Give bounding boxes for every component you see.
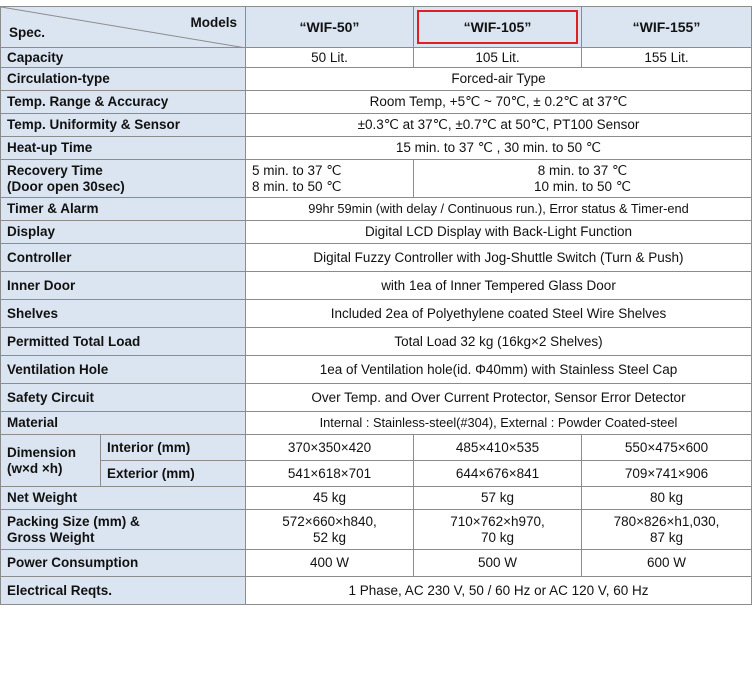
row-dimension-interior — [1, 435, 752, 461]
row-temp-range — [1, 91, 752, 114]
row-dimension-exterior — [1, 461, 752, 487]
value-packing-105-weight: 70 kg — [480, 529, 515, 545]
value-packing-155 — [582, 510, 752, 550]
value-recovery-50-line2: 8 min. to 50 ℃ — [252, 178, 342, 194]
value-recovery-105-155 — [414, 160, 752, 198]
model-header-wif-105 — [414, 7, 582, 48]
value-timer: 99hr 59min (with delay / Continuous run.), Error status & Timer-end — [246, 198, 752, 221]
row-timer — [1, 198, 752, 221]
model-header-wif-105-text: “WIF-105” — [463, 19, 532, 35]
label-packing — [1, 510, 246, 550]
value-display: Digital LCD Display with Back-Light Function — [246, 221, 752, 244]
value-interior-105: 485×410×535 — [414, 435, 582, 461]
models-header-label: Models — [190, 15, 237, 30]
label-safety: Safety Circuit — [1, 384, 246, 412]
header-corner-cell — [1, 7, 246, 48]
label-recovery-line2: (Door open 30sec) — [7, 178, 125, 194]
value-recovery-50 — [246, 160, 414, 198]
row-heatup — [1, 137, 752, 160]
row-shelves — [1, 300, 752, 328]
model-header-wif-155: “WIF-155” — [582, 7, 752, 48]
spec-header-label: Spec. — [9, 25, 46, 40]
value-packing-155-size: 780×826×h1,030, — [613, 513, 720, 529]
value-circulation: Forced-air Type — [246, 68, 752, 91]
label-temp-range: Temp. Range & Accuracy — [1, 91, 246, 114]
value-net-weight-105: 57 kg — [414, 487, 582, 510]
row-packing — [1, 510, 752, 550]
value-load: Total Load 32 kg (16kg×2 Shelves) — [246, 328, 752, 356]
value-ventilation: 1ea of Ventilation hole(id. Φ40mm) with Stainless Steel Cap — [246, 356, 752, 384]
value-exterior-155: 709×741×906 — [582, 461, 752, 487]
label-controller: Controller — [1, 244, 246, 272]
label-dimension — [1, 435, 101, 487]
value-capacity-105: 105 Lit. — [414, 48, 582, 68]
label-timer: Timer & Alarm — [1, 198, 246, 221]
value-controller: Digital Fuzzy Controller with Jog-Shuttle Switch (Turn & Push) — [246, 244, 752, 272]
value-power-105: 500 W — [414, 550, 582, 577]
value-material: Internal : Stainless-steel(#304), External : Powder Coated-steel — [246, 412, 752, 435]
value-exterior-105: 644×676×841 — [414, 461, 582, 487]
row-temp-uniformity — [1, 114, 752, 137]
row-controller — [1, 244, 752, 272]
value-inner-door: with 1ea of Inner Tempered Glass Door — [246, 272, 752, 300]
row-ventilation — [1, 356, 752, 384]
value-packing-50 — [246, 510, 414, 550]
row-electrical — [1, 577, 752, 605]
value-packing-50-weight: 52 kg — [312, 529, 347, 545]
value-power-50: 400 W — [246, 550, 414, 577]
label-exterior: Exterior (mm) — [101, 461, 246, 487]
label-interior: Interior (mm) — [101, 435, 246, 461]
value-interior-50: 370×350×420 — [246, 435, 414, 461]
value-safety: Over Temp. and Over Current Protector, Sensor Error Detector — [246, 384, 752, 412]
label-power: Power Consumption — [1, 550, 246, 577]
value-capacity-50: 50 Lit. — [246, 48, 414, 68]
header-row — [1, 7, 752, 48]
label-electrical: Electrical Reqts. — [1, 577, 246, 605]
value-electrical: 1 Phase, AC 230 V, 50 / 60 Hz or AC 120 V, 60 Hz — [246, 577, 752, 605]
value-capacity-155: 155 Lit. — [582, 48, 752, 68]
value-shelves: Included 2ea of Polyethylene coated Steel Wire Shelves — [246, 300, 752, 328]
row-net-weight — [1, 487, 752, 510]
row-inner-door — [1, 272, 752, 300]
value-temp-uniformity: ±0.3℃ at 37℃, ±0.7℃ at 50℃, PT100 Sensor — [246, 114, 752, 137]
spec-table — [0, 6, 752, 605]
row-material — [1, 412, 752, 435]
value-power-155: 600 W — [582, 550, 752, 577]
label-capacity: Capacity — [1, 48, 246, 68]
label-packing-line1: Packing Size (mm) & — [7, 513, 140, 529]
model-header-wif-50: “WIF-50” — [246, 7, 414, 48]
value-packing-105-size: 710×762×h970, — [450, 513, 545, 529]
label-temp-uniformity: Temp. Uniformity & Sensor — [1, 114, 246, 137]
value-recovery-105-155-line1: 8 min. to 37 ℃ — [537, 162, 628, 178]
value-recovery-50-line1: 5 min. to 37 ℃ — [252, 162, 342, 178]
value-net-weight-50: 45 kg — [246, 487, 414, 510]
label-recovery-line1: Recovery Time — [7, 162, 103, 178]
value-heatup: 15 min. to 37 ℃ , 30 min. to 50 ℃ — [246, 137, 752, 160]
label-ventilation: Ventilation Hole — [1, 356, 246, 384]
label-packing-line2: Gross Weight — [7, 529, 95, 545]
value-net-weight-155: 80 kg — [582, 487, 752, 510]
value-packing-50-size: 572×660×h840, — [282, 513, 377, 529]
label-dimension-line2: (w×d ×h) — [7, 460, 63, 476]
value-packing-155-weight: 87 kg — [649, 529, 684, 545]
value-interior-155: 550×475×600 — [582, 435, 752, 461]
row-circulation — [1, 68, 752, 91]
value-packing-105 — [414, 510, 582, 550]
value-recovery-105-155-line2: 10 min. to 50 ℃ — [534, 178, 631, 194]
label-circulation: Circulation-type — [1, 68, 246, 91]
label-net-weight: Net Weight — [1, 487, 246, 510]
row-recovery — [1, 160, 752, 198]
label-shelves: Shelves — [1, 300, 246, 328]
label-dimension-line1: Dimension — [7, 444, 77, 460]
label-load: Permitted Total Load — [1, 328, 246, 356]
row-safety — [1, 384, 752, 412]
row-display — [1, 221, 752, 244]
label-recovery — [1, 160, 246, 198]
label-heatup: Heat-up Time — [1, 137, 246, 160]
label-inner-door: Inner Door — [1, 272, 246, 300]
value-temp-range: Room Temp, +5℃ ~ 70℃, ± 0.2℃ at 37℃ — [246, 91, 752, 114]
label-material: Material — [1, 412, 246, 435]
label-display: Display — [1, 221, 246, 244]
row-power — [1, 550, 752, 577]
row-load — [1, 328, 752, 356]
value-exterior-50: 541×618×701 — [246, 461, 414, 487]
row-capacity — [1, 48, 752, 68]
